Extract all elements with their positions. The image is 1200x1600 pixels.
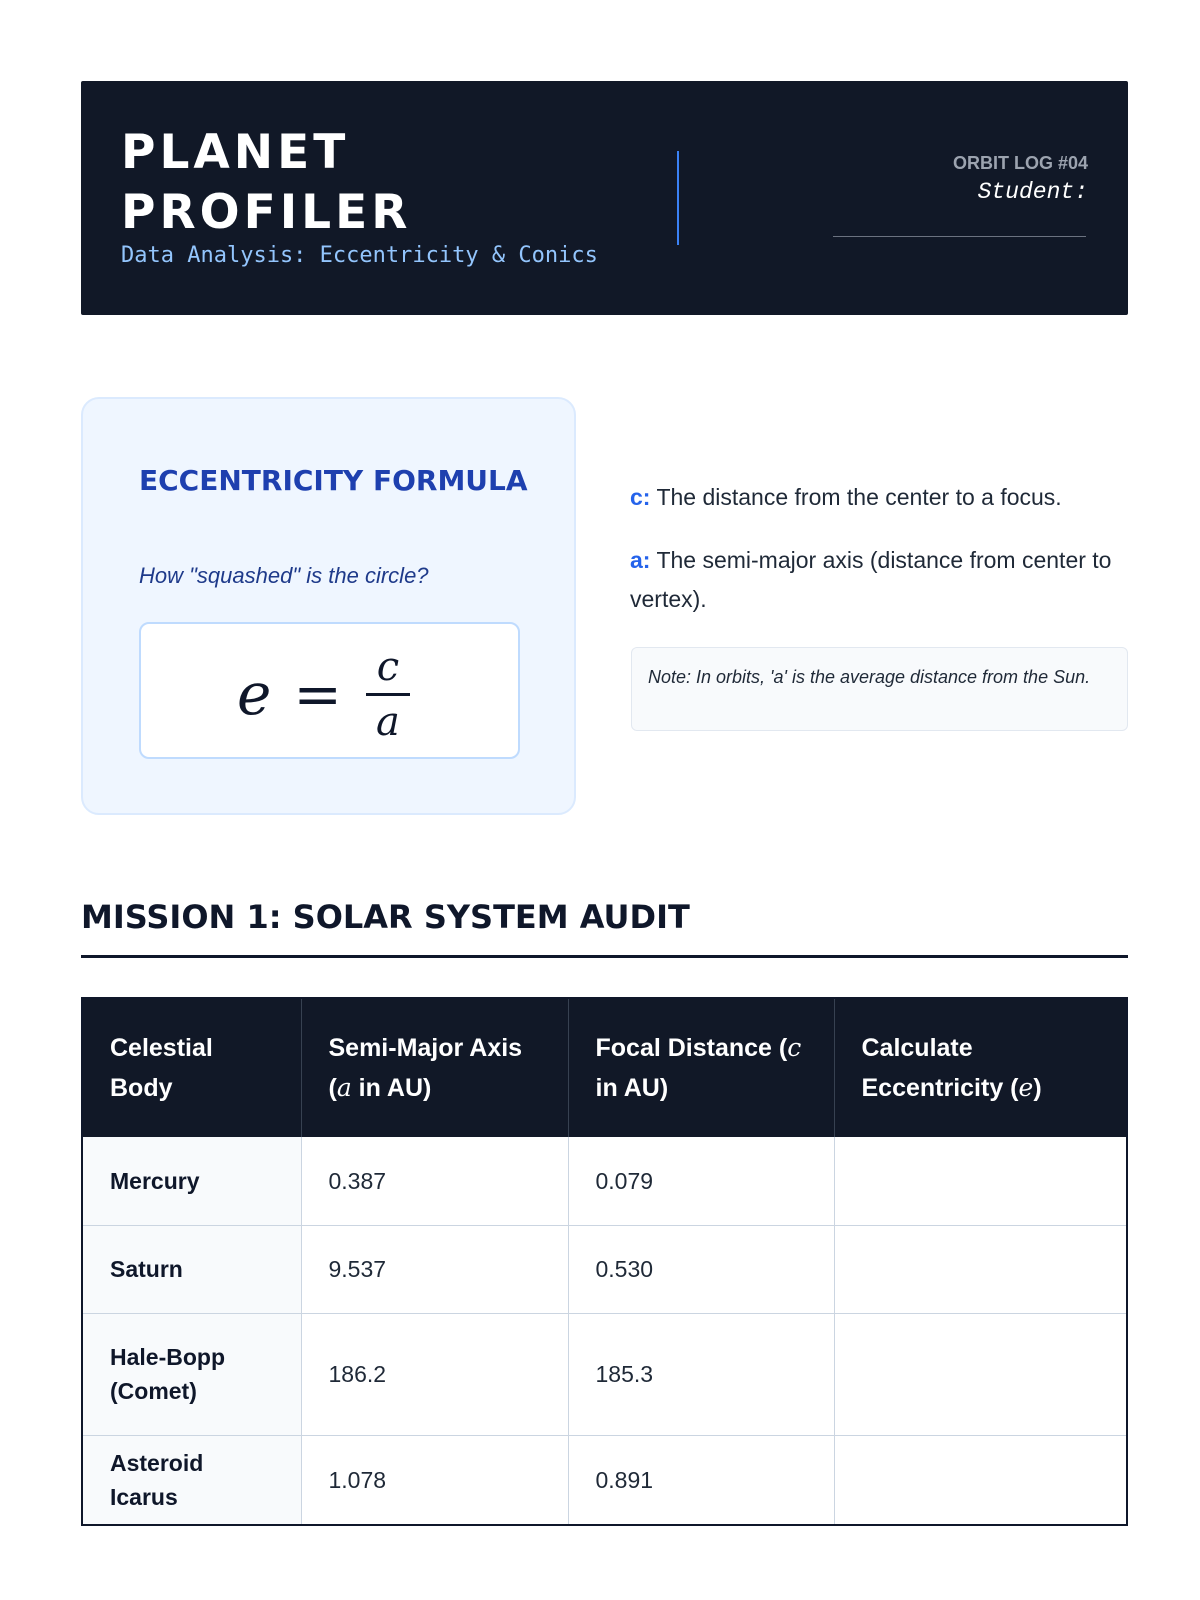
definition-c	[630, 478, 1130, 517]
table-row	[83, 1313, 1126, 1435]
formula-fraction	[366, 643, 410, 746]
formula-title: ECCENTRICITY FORMULA	[139, 464, 528, 497]
definition-text: The semi-major axis (distance from center to vertex).	[630, 547, 1112, 612]
column-header-semi-major-axis	[301, 999, 568, 1137]
column-header-body	[83, 999, 301, 1137]
formula-equals: =	[293, 660, 342, 728]
cell-focal-distance: 0.530	[568, 1225, 834, 1313]
student-label: Student:	[977, 179, 1088, 205]
column-header-variable: c	[787, 1033, 802, 1062]
solar-system-table	[81, 997, 1128, 1526]
variable-definitions	[630, 478, 1130, 619]
column-header-text: )	[1033, 1074, 1042, 1102]
worksheet-title: PLANET PROFILER	[121, 125, 412, 240]
column-header-variable: a	[336, 1073, 352, 1102]
orbit-log-label: ORBIT LOG #04	[952, 153, 1088, 173]
formula-lhs: e	[237, 660, 272, 728]
cell-eccentricity-answer[interactable]	[834, 1225, 1126, 1313]
cell-eccentricity-answer[interactable]	[834, 1137, 1126, 1225]
formula-box	[139, 622, 520, 759]
table-row	[83, 1435, 1126, 1524]
formula-denominator: a	[376, 698, 400, 745]
column-header-text: in AU)	[595, 1074, 669, 1102]
fraction-bar	[366, 693, 410, 696]
cell-semi-major-axis: 9.537	[301, 1225, 568, 1313]
definition-key: a:	[630, 547, 651, 573]
cell-body: Hale-Bopp (Comet)	[83, 1313, 301, 1435]
student-name-line[interactable]	[833, 236, 1086, 237]
cell-focal-distance: 0.079	[568, 1137, 834, 1225]
formula-subtitle: How "squashed" is the circle?	[139, 563, 429, 588]
column-header-text: in AU)	[351, 1074, 432, 1102]
worksheet-header	[81, 81, 1128, 315]
table-row	[83, 1137, 1126, 1225]
orbit-note: Note: In orbits, 'a' is the average distance from the Sun.	[631, 647, 1128, 731]
cell-body: Saturn	[83, 1225, 301, 1313]
cell-semi-major-axis: 1.078	[301, 1435, 568, 1524]
cell-semi-major-axis: 0.387	[301, 1137, 568, 1225]
column-header-focal-distance	[568, 999, 834, 1137]
column-header-text: Celestial Body	[110, 1034, 213, 1102]
definition-a	[630, 541, 1130, 619]
column-header-text: Calculate Eccentricity (	[861, 1034, 1019, 1102]
eccentricity-formula-card	[81, 397, 576, 815]
cell-eccentricity-answer[interactable]	[834, 1313, 1126, 1435]
mission-divider	[81, 955, 1128, 958]
cell-body: Mercury	[83, 1137, 301, 1225]
table-row	[83, 1225, 1126, 1313]
formula-numerator: c	[376, 643, 400, 690]
cell-semi-major-axis: 186.2	[301, 1313, 568, 1435]
header-divider	[677, 151, 679, 245]
table-header-row	[83, 999, 1126, 1137]
cell-eccentricity-answer[interactable]	[834, 1435, 1126, 1524]
column-header-eccentricity	[834, 999, 1126, 1137]
definition-key: c:	[630, 484, 651, 510]
cell-focal-distance: 0.891	[568, 1435, 834, 1524]
eccentricity-equation	[237, 643, 410, 745]
definition-text: The distance from the center to a focus.	[656, 484, 1062, 510]
column-header-variable: e	[1018, 1073, 1034, 1102]
column-header-text: Focal Distance (	[595, 1034, 788, 1062]
mission-heading: MISSION 1: SOLAR SYSTEM AUDIT	[81, 898, 690, 936]
column-header-text: Semi-Major Axis (	[328, 1034, 523, 1102]
cell-body: Asteroid Icarus	[83, 1435, 301, 1524]
worksheet-subtitle: Data Analysis: Eccentricity & Conics	[121, 243, 598, 268]
cell-focal-distance: 185.3	[568, 1313, 834, 1435]
